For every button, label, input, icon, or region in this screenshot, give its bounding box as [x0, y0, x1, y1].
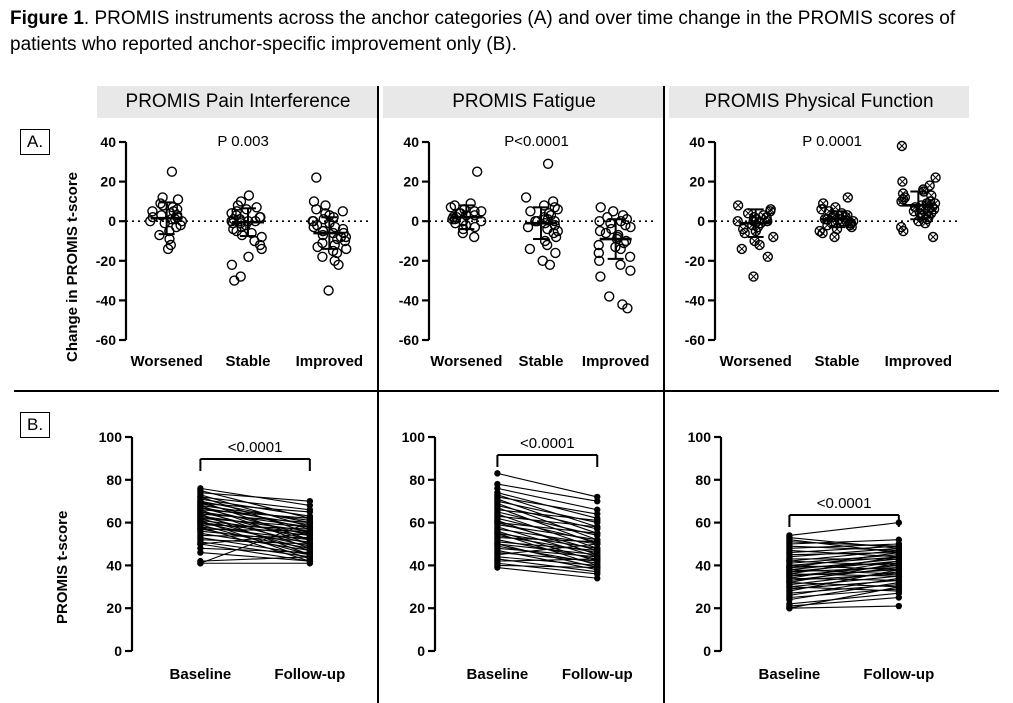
data-point: [596, 203, 605, 212]
category-label: Follow-up: [561, 666, 633, 683]
data-point: [596, 227, 605, 236]
svg-text:100: 100: [98, 429, 122, 445]
data-point: [307, 530, 313, 536]
data-point: [307, 560, 313, 566]
p-value-label: <0.0001: [816, 495, 872, 512]
svg-text:60: 60: [409, 514, 425, 531]
data-point: [312, 173, 321, 182]
column-header-physical-function: [669, 86, 969, 118]
data-point: [155, 231, 164, 240]
svg-text:100: 100: [687, 429, 711, 445]
category-label: Baseline: [758, 666, 821, 683]
column-header-label: PROMIS Fatigue: [452, 91, 596, 112]
data-point: [470, 233, 479, 242]
data-point: [594, 564, 600, 570]
data-point: [312, 205, 321, 214]
data-point: [896, 594, 902, 600]
svg-text:100: 100: [401, 429, 425, 445]
chart-B1: [80, 397, 380, 697]
svg-text:20: 20: [409, 600, 425, 617]
svg-text:80: 80: [409, 471, 425, 488]
svg-text:-20: -20: [684, 252, 705, 269]
svg-text:-20: -20: [95, 252, 116, 269]
p-value-label: <0.0001: [519, 435, 575, 452]
row-tag-b: [20, 412, 50, 438]
data-point: [595, 217, 604, 226]
svg-text:0: 0: [697, 213, 705, 230]
svg-text:60: 60: [695, 514, 711, 531]
data-point: [156, 199, 165, 208]
panel-b-pain-interference: [80, 397, 380, 697]
row-b-y-axis-title: [54, 511, 71, 624]
svg-text:-40: -40: [684, 292, 705, 309]
data-point: [338, 207, 347, 216]
data-point: [544, 159, 553, 168]
panel-a-physical-function: [669, 120, 969, 380]
figure-caption-label: Figure 1: [10, 8, 84, 29]
row-a-y-axis-title: [64, 172, 81, 362]
svg-text:P 0.003: P 0.003: [217, 133, 269, 150]
data-point: [594, 498, 600, 504]
data-point: [896, 543, 902, 549]
column-header-label: PROMIS Physical Function: [704, 91, 934, 112]
data-point: [244, 252, 253, 261]
data-point: [896, 560, 902, 566]
category-label: Follow-up: [274, 666, 346, 683]
data-point: [786, 605, 792, 611]
category-label: Worsened: [430, 353, 503, 370]
figure-caption: [10, 6, 1000, 58]
pair-line: [789, 606, 898, 608]
svg-text:40: 40: [403, 134, 419, 150]
chart-A1: [80, 120, 380, 380]
svg-text:20: 20: [695, 600, 711, 617]
row-tag-b-label: B.: [27, 415, 44, 434]
chart-A3: [669, 120, 969, 380]
svg-text:60: 60: [106, 514, 122, 531]
data-point: [252, 203, 261, 212]
svg-text:40: 40: [695, 557, 711, 574]
category-label: Baseline: [169, 666, 232, 683]
svg-text:P<0.0001: P<0.0001: [504, 133, 569, 150]
svg-text:20: 20: [403, 173, 419, 190]
category-label: Improved: [295, 353, 364, 370]
data-point: [594, 517, 600, 523]
data-point: [522, 193, 531, 202]
panel-separator-horizontal: [14, 390, 999, 392]
data-point: [167, 167, 176, 176]
svg-text:0: 0: [108, 213, 116, 230]
data-point: [594, 530, 600, 536]
panel-b-physical-function: [669, 397, 969, 697]
category-label: Stable: [518, 353, 564, 370]
data-point: [896, 603, 902, 609]
svg-text:0: 0: [703, 643, 711, 659]
svg-text:0: 0: [114, 643, 122, 659]
data-point: [197, 560, 203, 566]
svg-text:-60: -60: [398, 332, 419, 348]
data-point: [594, 511, 600, 517]
chart-B3: [669, 397, 969, 697]
data-point: [494, 470, 500, 476]
data-point: [470, 223, 479, 232]
svg-text:-20: -20: [398, 252, 419, 269]
column-header-fatigue: [383, 86, 665, 118]
svg-text:-40: -40: [398, 292, 419, 309]
data-point: [896, 566, 902, 572]
svg-text:80: 80: [695, 471, 711, 488]
category-label: Stable: [814, 353, 860, 370]
category-label: Improved: [581, 353, 650, 370]
chart-B2: [383, 397, 663, 697]
svg-text:20: 20: [106, 600, 122, 617]
data-point: [896, 584, 902, 590]
chart-A2: [383, 120, 663, 380]
data-point: [594, 575, 600, 581]
p-value-label: <0.0001: [227, 439, 283, 456]
panel-separator-vertical-2: [663, 86, 665, 703]
data-point: [545, 260, 554, 269]
data-point: [307, 509, 313, 515]
data-point: [324, 286, 333, 295]
data-point: [786, 539, 792, 545]
row-tag-a-label: A.: [27, 132, 44, 151]
data-point: [473, 167, 482, 176]
data-point: [307, 519, 313, 525]
panel-a-pain-interference: [80, 120, 380, 380]
pair-line: [789, 585, 898, 594]
column-header-pain-interference: [97, 86, 379, 118]
data-point: [605, 292, 614, 301]
pair-line: [789, 523, 898, 536]
data-point: [596, 272, 605, 281]
pair-line: [497, 473, 597, 497]
data-point: [626, 252, 635, 261]
data-point: [594, 541, 600, 547]
svg-text:0: 0: [417, 643, 425, 659]
data-point: [197, 549, 203, 555]
svg-text:40: 40: [689, 134, 705, 150]
data-point: [626, 266, 635, 275]
row-a-y-axis-title-label: Change in PROMIS t-score: [64, 171, 81, 362]
category-label: Improved: [884, 353, 953, 370]
figure-area: [0, 72, 1013, 703]
data-point: [227, 260, 236, 269]
panel-b-fatigue: [383, 397, 663, 697]
data-point: [616, 260, 625, 269]
data-point: [594, 556, 600, 562]
data-point: [307, 541, 313, 547]
data-point: [307, 498, 313, 504]
row-tag-a: [20, 129, 50, 155]
category-label: Baseline: [466, 666, 529, 683]
svg-text:-40: -40: [95, 292, 116, 309]
svg-text:-60: -60: [684, 332, 705, 348]
svg-text:20: 20: [689, 173, 705, 190]
svg-text:40: 40: [100, 134, 116, 150]
row-b-y-axis-title-label: PROMIS t-score: [54, 510, 71, 624]
svg-text:40: 40: [409, 557, 425, 574]
data-point: [626, 223, 635, 232]
data-point: [318, 252, 327, 261]
data-point: [896, 549, 902, 555]
data-point: [525, 244, 534, 253]
category-label: Stable: [225, 353, 271, 370]
category-label: Worsened: [719, 353, 792, 370]
svg-text:80: 80: [106, 471, 122, 488]
panel-a-fatigue: [383, 120, 663, 380]
figure-caption-text: . PROMIS instruments across the anchor categories (A) and over time change in the PROMIS scores of patients who reported anchor-specific improvement only (B).: [10, 8, 956, 55]
data-point: [594, 524, 600, 530]
column-header-label: PROMIS Pain Interference: [125, 91, 351, 112]
data-point: [551, 248, 560, 257]
data-point: [244, 191, 253, 200]
category-label: Follow-up: [863, 666, 935, 683]
svg-text:-60: -60: [95, 332, 116, 348]
data-point: [307, 554, 313, 560]
category-label: Worsened: [130, 353, 203, 370]
svg-text:40: 40: [106, 557, 122, 574]
svg-text:0: 0: [411, 213, 419, 230]
svg-text:P 0.0001: P 0.0001: [802, 133, 863, 150]
svg-text:20: 20: [100, 173, 116, 190]
data-point: [494, 564, 500, 570]
